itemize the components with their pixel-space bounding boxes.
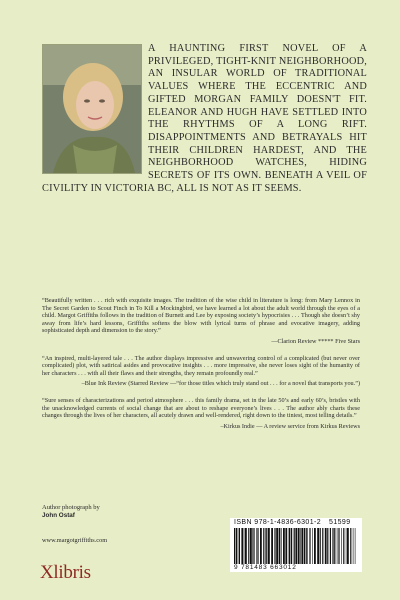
barcode-bar (274, 528, 275, 564)
barcode-bar (244, 528, 245, 564)
photographer-name: John Ostaf (42, 512, 75, 520)
barcode-bar (234, 528, 235, 564)
barcode-bar (309, 528, 310, 564)
barcode-bar (245, 528, 247, 564)
barcode-bar (306, 528, 307, 564)
barcode-bar (252, 528, 253, 564)
barcode-bar (257, 528, 258, 564)
barcode-bar (281, 528, 282, 564)
barcode-bar (338, 528, 339, 564)
review-attribution-blueink: –Blue Ink Review (Starred Review —“for those titles which truly stand out . . . for a novel that transports you.”) (81, 380, 360, 388)
barcode-bar (283, 528, 285, 564)
barcode-bar (312, 528, 313, 564)
review-quote-clarion: “Beautifully written . . . rich with exquisite images. The tradition of the wise child in literature is long: from Mary Lennox in The Secret Garden to Scout Finch in To Kill a Mockingbird, we have learned a lot about the adult world through the eyes of a child. Margot Griffiths follows in the tradition of Burnett and Lee by exposing society’s hypocrisies . . . Though she doesn’t shy away from life’s hard lessons, Griffiths softens the blow with lyrical turns of phrase and evocative imagery, adding sophisticated depth and dimension to the story.” (42, 297, 360, 335)
barcode-bar (265, 528, 266, 564)
barcode-bar (325, 528, 327, 564)
barcode-bar (337, 528, 338, 564)
barcode-bar (347, 528, 349, 564)
barcode-bar (307, 528, 308, 564)
barcode-bar (285, 528, 287, 564)
book-blurb (42, 43, 367, 195)
isbn-label (234, 519, 351, 526)
barcode-bar (279, 528, 281, 564)
barcode-bar (343, 528, 344, 564)
barcode-bar (353, 528, 354, 564)
barcode-bar (330, 528, 331, 564)
barcode-bar (260, 528, 262, 564)
photo-credit (42, 504, 100, 520)
barcode-bar (304, 528, 305, 564)
barcode-bar (291, 528, 292, 564)
barcode-bar (236, 528, 237, 564)
barcode-bar (276, 528, 278, 564)
publisher-logo: Xlibris (40, 562, 91, 583)
barcode-bar (263, 528, 264, 564)
photo-spacer (42, 43, 148, 173)
barcode-bar (322, 528, 323, 564)
barcode-bar (332, 528, 333, 564)
barcode-bar (298, 528, 300, 564)
barcode-bar (327, 528, 328, 564)
review-attribution-kirkus: –Kirkus Indie — A review service from Kirkus Reviews (220, 422, 360, 430)
review-quote-blueink: “An inspired, multi-layered tale . . . The author displays impressive and unwavering control of a complicated (but never over complicated) plot, with satirical asides and provocative insights . . . more impressive, she never loses sight of the humanity of her characters . . . with all their flaws and their strengths, they remain profoundly real.” (42, 354, 360, 377)
barcode-bar (254, 528, 255, 564)
barcode-bar (289, 528, 291, 564)
barcode-bar (314, 528, 316, 564)
barcode-bar (301, 528, 303, 564)
reviews-section (42, 297, 360, 439)
barcode-bar (271, 528, 273, 564)
barcode-bar (346, 528, 347, 564)
photo-credit-label: Author photograph by (42, 504, 100, 511)
isbn-addon: 51599 (329, 519, 351, 526)
barcode-bar (250, 528, 252, 564)
barcode-bar (295, 528, 297, 564)
review-quote-kirkus: “Sure senses of characterizations and period atmosphere . . . this family drama, set in the late 50’s and early 60’s, bristles with the unacknowledged currents of social change that are about to reshape everyone’s lives . . . The author ably charts these changes through the lives of her characters, all acutely drawn and well-rendered, right down to the tiniest, most telling details.” (42, 396, 360, 420)
blurb-text: A HAUNTING FIRST NOVEL OF A PRIVILEGED, TIGHT-KNIT NEIGHBORHOOD, AN INSULAR WORLD OF TRADITIONAL VALUES WHERE THE ECCENTRIC AND GIFTED MORGAN FAMILY DOESN'T FIT. ELEANOR AND HUGH HAVE SETTLED INTO THE RHYTHMS OF A LONG RIFT. DISAPPOINTMENTS AND BETRAYALS HIT THEIR CHILDREN HARDEST, AND THE NEIGHBORHOOD WATCHES, HIDING SECRETS OF ITS OWN. BENEATH A VEIL OF CIVILITY IN VICTORIA BC, ALL IS NOT AS IT SEEMS. (42, 43, 367, 194)
barcode-bar (238, 528, 239, 564)
barcode-bar (256, 528, 257, 564)
barcode-digits: 9 781483 663012 (234, 564, 297, 571)
isbn-number: ISBN 978-1-4836-6301-2 (234, 519, 322, 526)
barcode-bar (317, 528, 319, 564)
barcode-bar (241, 528, 243, 564)
isbn-barcode (230, 518, 362, 572)
barcode-bar (355, 528, 356, 564)
barcode-bar (239, 528, 240, 564)
barcode-bar (294, 528, 295, 564)
barcode-bar (268, 528, 270, 564)
barcode-bar (266, 528, 267, 564)
barcode-bar (320, 528, 321, 564)
barcode-bar (334, 528, 335, 564)
review-attribution-clarion: —Clarion Review ***** Five Stars (271, 337, 360, 345)
barcode-bar (341, 528, 342, 564)
barcode-bar (339, 528, 340, 564)
author-website: www.margotgriffiths.com (42, 537, 108, 544)
barcode-bar (350, 528, 351, 564)
barcode-bar (248, 528, 249, 564)
barcode-bar (300, 528, 301, 564)
barcode-bars (234, 528, 358, 564)
